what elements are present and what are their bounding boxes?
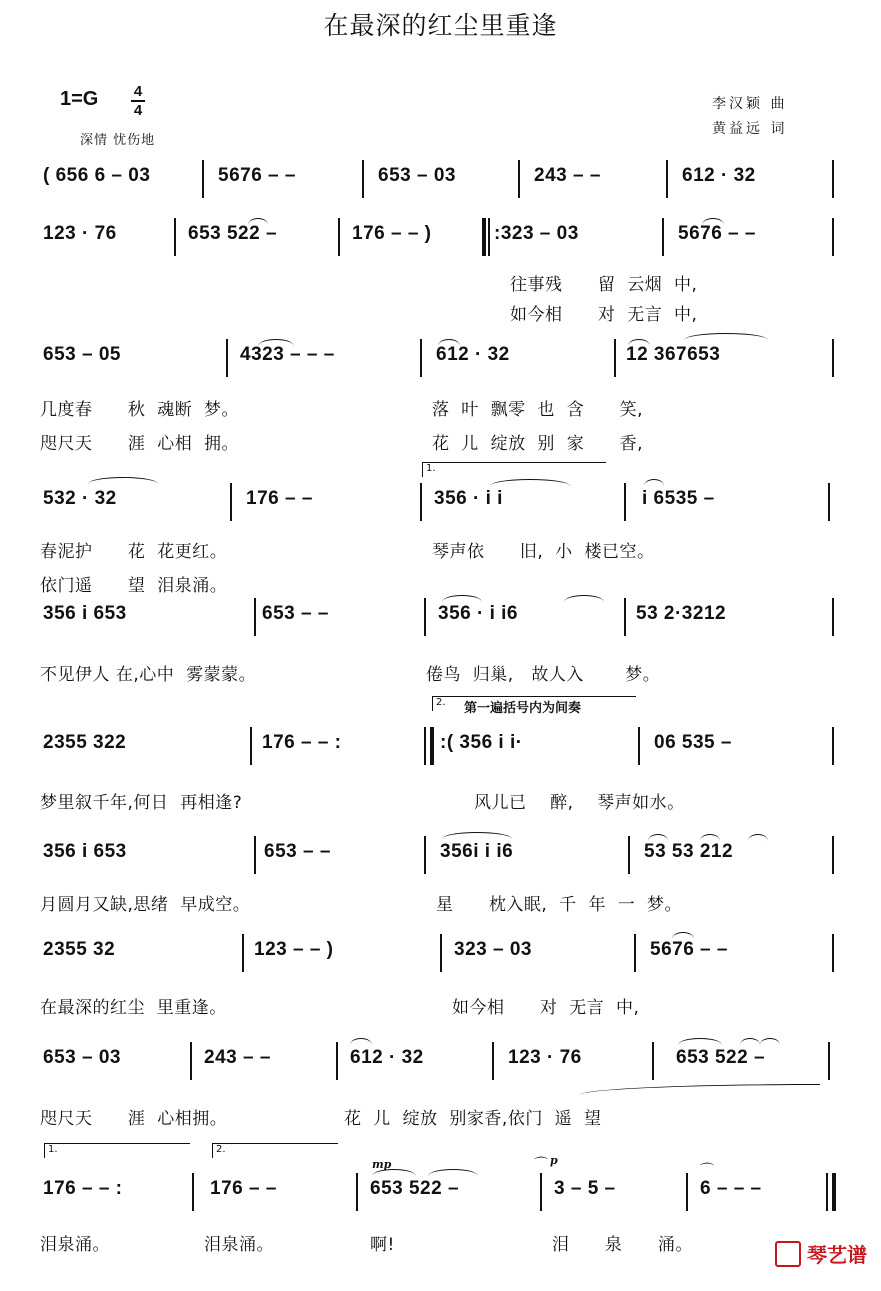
measure: 176 – – : [43,1178,123,1199]
measure: 6 – – – [700,1178,762,1199]
slur [678,1038,722,1045]
lyric-line: 风儿已 醉, 琴声如水。 [474,793,685,813]
barline [488,218,490,256]
barline [832,339,834,377]
measure: 123 · 76 [43,223,117,244]
barline [624,483,626,521]
lyric-line: 泪泉涌。 [204,1235,274,1255]
slur [672,932,694,939]
barline [832,160,834,198]
slur [490,479,570,486]
time-signature [130,83,146,119]
barline [424,727,426,765]
time-bottom: 4 [133,102,143,119]
barline [338,218,340,256]
watermark-text: 琴艺谱 [807,1242,867,1267]
barline [424,836,426,874]
barline [492,1042,494,1080]
repeat-barline [430,727,434,765]
performance-note: 第一遍括号内为间奏 [464,701,582,716]
barline [614,339,616,377]
measure: 653 522 – [676,1047,766,1068]
slur [350,1038,372,1045]
lyric-line: 如今相 对 无言 中, [510,305,698,325]
barline [420,483,422,521]
barline [242,934,244,972]
lyric-line: 咫尺天 涯 心相 拥。 [40,434,240,454]
page-title: 在最深的红尘里重逢 [323,11,558,40]
barline [666,160,668,198]
barline [828,1042,830,1080]
score-row [0,218,881,258]
measure: 2355 32 [43,939,116,960]
barline [424,598,426,636]
barline [356,1173,358,1211]
barline [686,1173,688,1211]
measure: 356i i i6 [440,841,514,862]
lyric-line: 咫尺天 涯 心相拥。 [40,1109,228,1129]
long-slur [580,1084,820,1095]
measure: 3 – 5 – [554,1178,616,1199]
lyric-line: 倦鸟 归巢, 故人入 梦。 [426,665,661,685]
barline [634,934,636,972]
score-row [0,934,881,974]
lyric-line: 依门遥 望 泪泉涌。 [40,576,228,596]
barline [540,1173,542,1211]
measure: 653 522 – [370,1178,460,1199]
measure: 4323 – – – [240,344,335,365]
measure: 356 i 653 [43,841,127,862]
barline [652,1042,654,1080]
slur [258,339,294,346]
volta-bracket: 1. [422,462,606,477]
lyricist-credit: 黄益远 词 [712,121,788,137]
barline [826,1173,828,1211]
barline [192,1173,194,1211]
lyric-line: 琴声依 旧, 小 楼已空。 [432,542,655,562]
barline [624,598,626,636]
barline [518,160,520,198]
barline [638,727,640,765]
measure: 653 – – [264,841,331,862]
watermark-logo [775,1239,867,1270]
slur [748,834,768,841]
slur [700,834,720,841]
slur [684,333,768,340]
dynamic-mp: mp [372,1158,392,1171]
measure: 176 – – [210,1178,277,1199]
barline [174,218,176,256]
barline [254,598,256,636]
measure: 2355 322 [43,732,127,753]
slur [628,339,650,346]
dynamic-p: p [550,1154,558,1167]
measure: 5676 – – [650,939,728,960]
score-row [0,727,881,767]
lyric-line: 在最深的红尘 里重逢。 [40,998,227,1018]
lyric-line: 泪 泉 涌。 [552,1235,693,1255]
lyric-line: 啊! [370,1235,395,1255]
slur [648,834,668,841]
slur [428,1169,478,1176]
score-row [0,598,881,638]
slur [564,595,604,602]
barline [362,160,364,198]
measure: 653 – 05 [43,344,121,365]
composer-credit: 李汉颖 曲 [712,96,788,112]
lyric-line: 如今相 对 无言 中, [452,998,640,1018]
barline [190,1042,192,1080]
score-row [0,1173,881,1213]
barline [254,836,256,874]
measure: i 6535 – [642,488,715,509]
lyric-line: 春泥护 花 花更红。 [40,542,228,562]
measure: 176 – – [246,488,313,509]
fermata-icon: ⌒ [534,1157,548,1173]
measure: 243 – – [534,165,601,186]
time-top: 4 [133,83,143,100]
barline [628,836,630,874]
measure: 243 – – [204,1047,271,1068]
slur [248,218,268,225]
fermata-icon: ⌒ [700,1163,714,1179]
key-signature: 1=G [60,88,99,110]
measure: 356 · i i6 [438,603,518,624]
barline [420,339,422,377]
slur [702,218,724,225]
measure: 612 · 32 [436,344,510,365]
score-row [0,160,881,200]
lyric-line: 落 叶 飘零 也 含 笑, [432,400,644,420]
lyric-line: 星 枕入眠, 千 年 一 梦。 [436,895,683,915]
measure: 612 · 32 [350,1047,424,1068]
lyric-line: 花 儿 绽放 别家香,依门 遥 望 [344,1109,602,1129]
lyric-line: 不见伊人 在,心中 雾蒙蒙。 [40,665,257,685]
score-row [0,1042,881,1082]
barline [440,934,442,972]
score-row [0,483,881,523]
measure: 356 i 653 [43,603,127,624]
barline [230,483,232,521]
slur [442,595,482,602]
lyric-line: 泪泉涌。 [40,1235,110,1255]
barline [662,218,664,256]
score-row [0,836,881,876]
measure: ( 656 6 – 03 [43,165,151,186]
slur [88,477,158,484]
measure: 356 · i i [434,488,503,509]
lyric-line: 往事残 留 云烟 中, [510,275,698,295]
measure: 653 522 – [188,223,278,244]
measure: 53 53 212 [644,841,734,862]
tempo-marking: 深情 忧伤地 [80,133,156,148]
lyric-line: 月圆月又缺,思绪 早成空。 [40,895,251,915]
measure: 5676 – – [218,165,296,186]
volta-bracket: 1. [44,1143,190,1158]
measure: :323 – 03 [494,223,579,244]
barline [832,934,834,972]
measure: 53 2·3212 [636,603,727,624]
lyric-line: 花 儿 绽放 别 家 香, [432,434,644,454]
score-row [0,339,881,379]
measure: :( 356 i i· [440,732,523,753]
barline [832,836,834,874]
measure: 176 – – : [262,732,342,753]
barline [250,727,252,765]
measure: 532 · 32 [43,488,117,509]
measure: 323 – 03 [454,939,532,960]
lyric-line: 几度春 秋 魂断 梦。 [40,400,240,420]
volta-bracket: 2. [212,1143,338,1158]
slur [760,1038,780,1045]
measure: 612 · 32 [682,165,756,186]
final-barline [832,1173,836,1211]
measure: 12 367653 [626,344,721,365]
barline [832,598,834,636]
barline [832,727,834,765]
measure: 653 – 03 [378,165,456,186]
measure: 653 – – [262,603,329,624]
slur [644,479,664,486]
volta-bracket: 2. [432,696,636,711]
barline [226,339,228,377]
measure: 123 – – ) [254,939,334,960]
slur [740,1038,760,1045]
measure: 653 – 03 [43,1047,121,1068]
repeat-barline [482,218,486,256]
measure: 176 – – ) [352,223,432,244]
slur [372,1169,416,1176]
slur [438,339,460,346]
barline [202,160,204,198]
measure: 5676 – – [678,223,756,244]
measure: 06 535 – [654,732,732,753]
barline [828,483,830,521]
measure: 123 · 76 [508,1047,582,1068]
slur [442,832,512,839]
barline [832,218,834,256]
lyric-line: 梦里叙千年,何日 再相逢? [40,793,243,813]
logo-icon [775,1241,801,1267]
barline [336,1042,338,1080]
